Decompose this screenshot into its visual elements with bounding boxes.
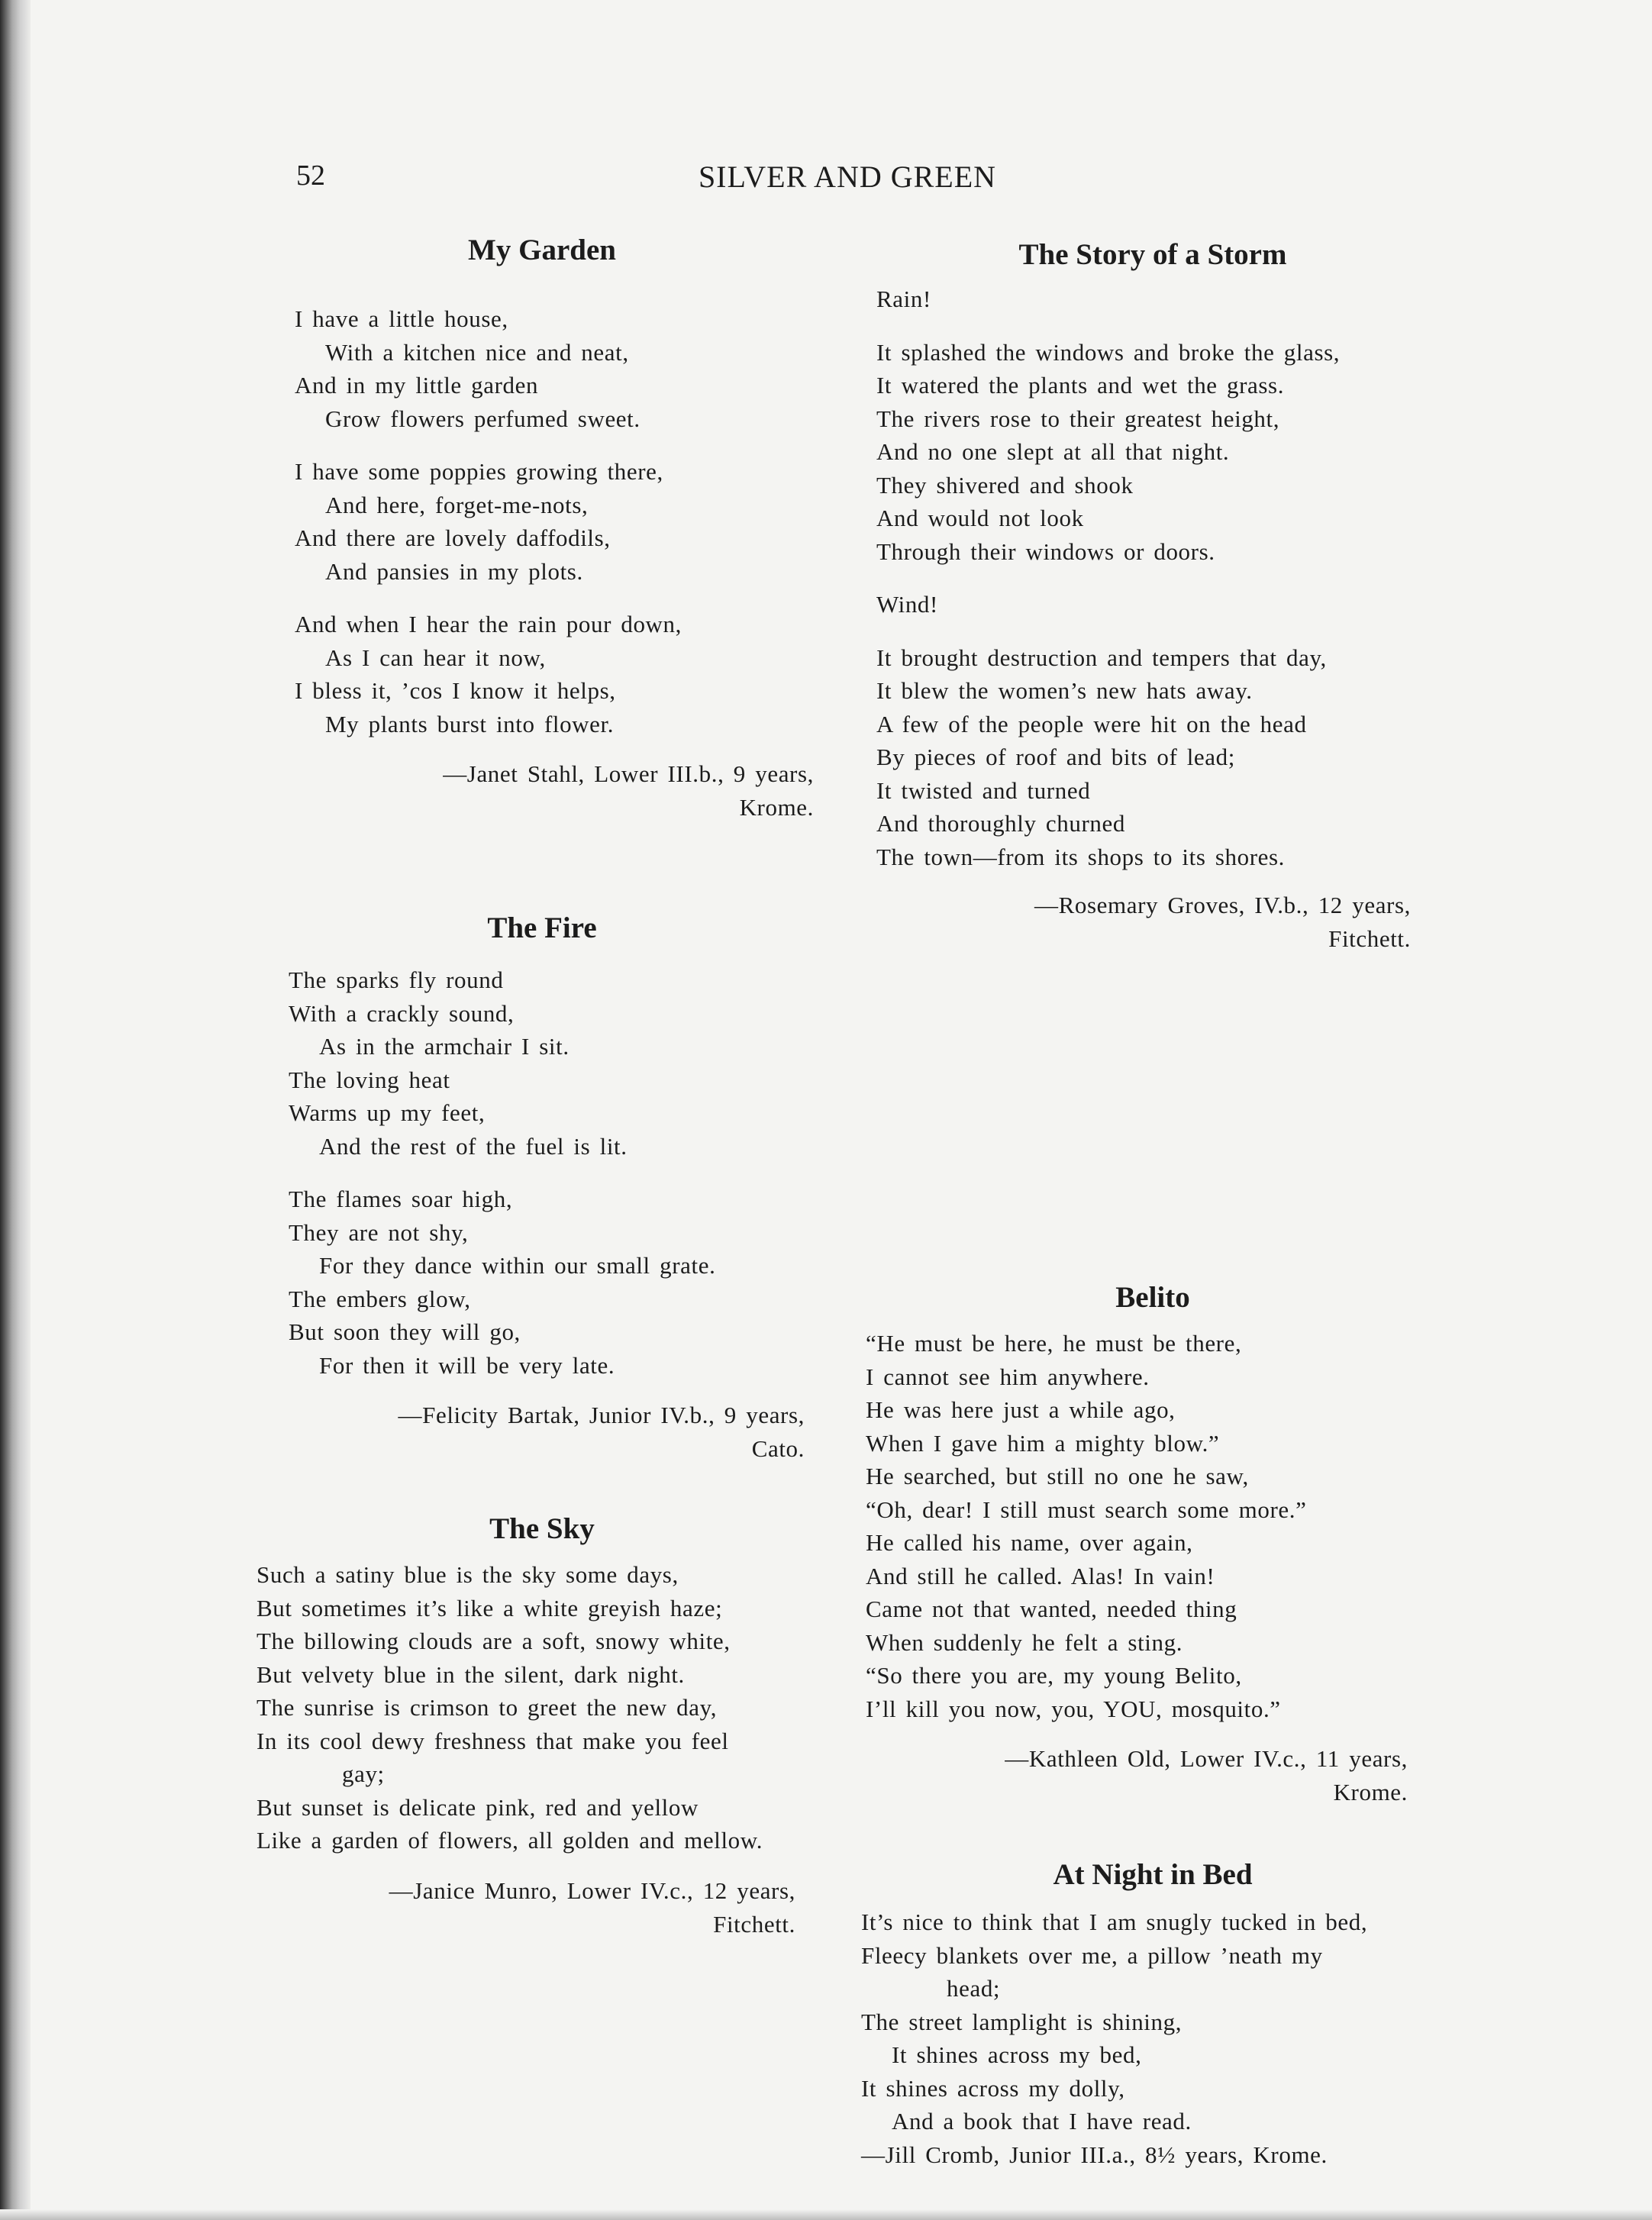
credit-house: Fitchett. <box>713 1910 795 1938</box>
credit-author: —Rosemary Groves, IV.b., 12 years, <box>1034 892 1411 918</box>
poem-credit: —Jill Cromb, Junior III.a., 8½ years, Krome. <box>861 2141 1328 2168</box>
poem-at-night-in-bed <box>855 1854 1450 2171</box>
poem-line: I have a little house, <box>295 305 508 332</box>
poem-line: He was here just a while ago, <box>866 1396 1176 1423</box>
poem-line: It blew the women’s new hats away. <box>876 677 1253 704</box>
poem-line: The billowing clouds are a soft, snowy white, <box>257 1628 731 1654</box>
poem-line: The street lamplight is shining, <box>861 2008 1183 2035</box>
poem-line: And the rest of the fuel is lit. <box>319 1132 628 1160</box>
poem-belito <box>855 1276 1450 1809</box>
poem-line: Fleecy blankets over me, a pillow ’neath my <box>861 1941 1323 1969</box>
poem-line: They are not shy, <box>289 1218 469 1246</box>
poem-line: They shivered and shook <box>876 471 1134 499</box>
poem-lines <box>289 963 832 1382</box>
poem-title: Belito <box>1115 1281 1190 1314</box>
poem-credit <box>855 889 1450 956</box>
page-bottom-edge <box>0 2209 1652 2220</box>
poem-line: Through their windows or doors. <box>876 537 1215 565</box>
poem-title: My Garden <box>468 234 616 266</box>
poem-line: Wind! <box>876 591 938 618</box>
poem-line: head; <box>947 1975 1001 2002</box>
poem-line: “So there you are, my young Belito, <box>866 1662 1242 1689</box>
poem-line: And still he called. Alas! In vain! <box>866 1562 1215 1589</box>
poem-title: The Sky <box>489 1512 595 1545</box>
poem-line: “Oh, dear! I still must search some more.” <box>866 1496 1307 1523</box>
poem-line: It brought destruction and tempers that day, <box>876 644 1327 671</box>
poem-line: He searched, but still no one he saw, <box>866 1463 1249 1489</box>
poem-line: It’s nice to think that I am snugly tucked in bed, <box>861 1909 1368 1935</box>
poem-line: It shines across my dolly, <box>861 2074 1125 2102</box>
poem-lines <box>866 1327 1450 1725</box>
poem-line: In its cool dewy freshness that make you feel <box>257 1727 729 1754</box>
poem-line: I bless it, ’cos I know it helps, <box>295 677 616 704</box>
poem-lines <box>876 282 1450 873</box>
credit-author: —Janice Munro, Lower IV.c., 12 years, <box>389 1876 795 1904</box>
poem-line: But sometimes it’s like a white greyish haze; <box>257 1594 723 1621</box>
poem-lines <box>257 1558 832 1857</box>
poem-line: I have some poppies growing there, <box>295 458 663 485</box>
poem-line: For they dance within our small grate. <box>319 1252 716 1279</box>
poem-line: And a book that I have read. <box>892 2108 1192 2134</box>
credit-author: —Felicity Bartak, Junior IV.b., 9 years, <box>398 1402 805 1428</box>
poem-my-garden <box>252 229 832 824</box>
credit-author: —Kathleen Old, Lower IV.c., 11 years, <box>1005 1745 1408 1772</box>
poem-credit <box>252 757 832 824</box>
poem-lines <box>861 1905 1450 2171</box>
poem-line: Came not that wanted, needed thing <box>866 1596 1237 1622</box>
poem-line: It shines across my bed, <box>892 2041 1142 2068</box>
book-spine-shadow <box>0 0 31 2220</box>
poem-line: With a crackly sound, <box>289 999 515 1027</box>
credit-house: Krome. <box>739 794 814 821</box>
poem-the-fire <box>252 907 832 1466</box>
poem-line: And here, forget-me-nots, <box>325 491 589 518</box>
poem-line: Like a garden of flowers, all golden and mellow. <box>257 1827 763 1854</box>
poem-line: And thoroughly churned <box>876 810 1125 837</box>
poem-line: My plants burst into flower. <box>325 710 615 737</box>
poem-line: And when I hear the rain pour down, <box>295 611 682 637</box>
poem-line: gay; <box>342 1760 385 1787</box>
poem-title: The Fire <box>487 912 597 944</box>
poem-line: For then it will be very late. <box>319 1351 615 1379</box>
credit-house: Fitchett. <box>1328 925 1411 952</box>
poem-line: It splashed the windows and broke the glass, <box>876 338 1341 366</box>
poem-line: The rivers rose to their greatest height, <box>876 405 1280 432</box>
poem-line: But sunset is delicate pink, red and yellow <box>257 1793 699 1821</box>
poem-line: I cannot see him anywhere. <box>866 1363 1150 1390</box>
credit-author: —Janet Stahl, Lower III.b., 9 years, <box>443 760 814 787</box>
poem-line: It watered the plants and wet the grass. <box>876 372 1285 399</box>
poem-line: Rain! <box>876 286 931 312</box>
poem-lines <box>295 302 832 741</box>
poem-line: I’ll kill you now, you, YOU, mosquito.” <box>866 1695 1281 1722</box>
poem-line: And pansies in my plots. <box>325 557 583 585</box>
poem-line: With a kitchen nice and neat, <box>325 338 629 366</box>
poem-line: The loving heat <box>289 1066 450 1093</box>
poem-line: When suddenly he felt a sting. <box>866 1628 1183 1656</box>
poem-title: The Story of a Storm <box>1018 238 1287 271</box>
credit-house: Cato. <box>751 1435 805 1462</box>
poem-line: He called his name, over again, <box>866 1529 1193 1556</box>
poem-line: “He must be here, he must be there, <box>866 1330 1242 1357</box>
poem-line: The flames soar high, <box>289 1186 513 1212</box>
poem-line: By pieces of roof and bits of lead; <box>876 744 1235 770</box>
poem-line: Warms up my feet, <box>289 1099 486 1126</box>
poem-line: And in my little garden <box>295 372 539 399</box>
page-number: 52 <box>296 160 325 192</box>
poem-line: A few of the people were hit on the head <box>876 710 1307 737</box>
poem-line: Such a satiny blue is the sky some days, <box>257 1561 679 1588</box>
poem-the-sky <box>252 1508 832 1941</box>
poem-line: The embers glow, <box>289 1285 471 1312</box>
poem-line: But soon they will go, <box>289 1318 521 1345</box>
poem-credit <box>855 1742 1450 1809</box>
poem-line: And no one slept at all that night. <box>876 438 1230 465</box>
poem-line: The sparks fly round <box>289 966 504 993</box>
poem-story-of-a-storm <box>855 229 1450 956</box>
poem-line: But velvety blue in the silent, dark night. <box>257 1660 685 1688</box>
running-title: SILVER AND GREEN <box>698 160 997 194</box>
poem-line: It twisted and turned <box>876 776 1091 804</box>
poem-line: And there are lovely daffodils, <box>295 524 611 551</box>
poem-line: When I gave him a mighty blow.” <box>866 1429 1220 1457</box>
poem-title: At Night in Bed <box>1053 1858 1253 1891</box>
poem-line: As I can hear it now, <box>325 644 546 671</box>
poem-line: The sunrise is crimson to greet the new day, <box>257 1694 718 1721</box>
poem-line: And would not look <box>876 505 1084 531</box>
poem-credit <box>252 1874 832 1941</box>
poem-line: The town—from its shops to its shores. <box>876 843 1286 870</box>
poem-line: As in the armchair I sit. <box>319 1033 569 1060</box>
poem-credit <box>252 1399 832 1466</box>
poem-line: Grow flowers perfumed sweet. <box>325 405 640 432</box>
credit-house: Krome. <box>1333 1779 1408 1805</box>
